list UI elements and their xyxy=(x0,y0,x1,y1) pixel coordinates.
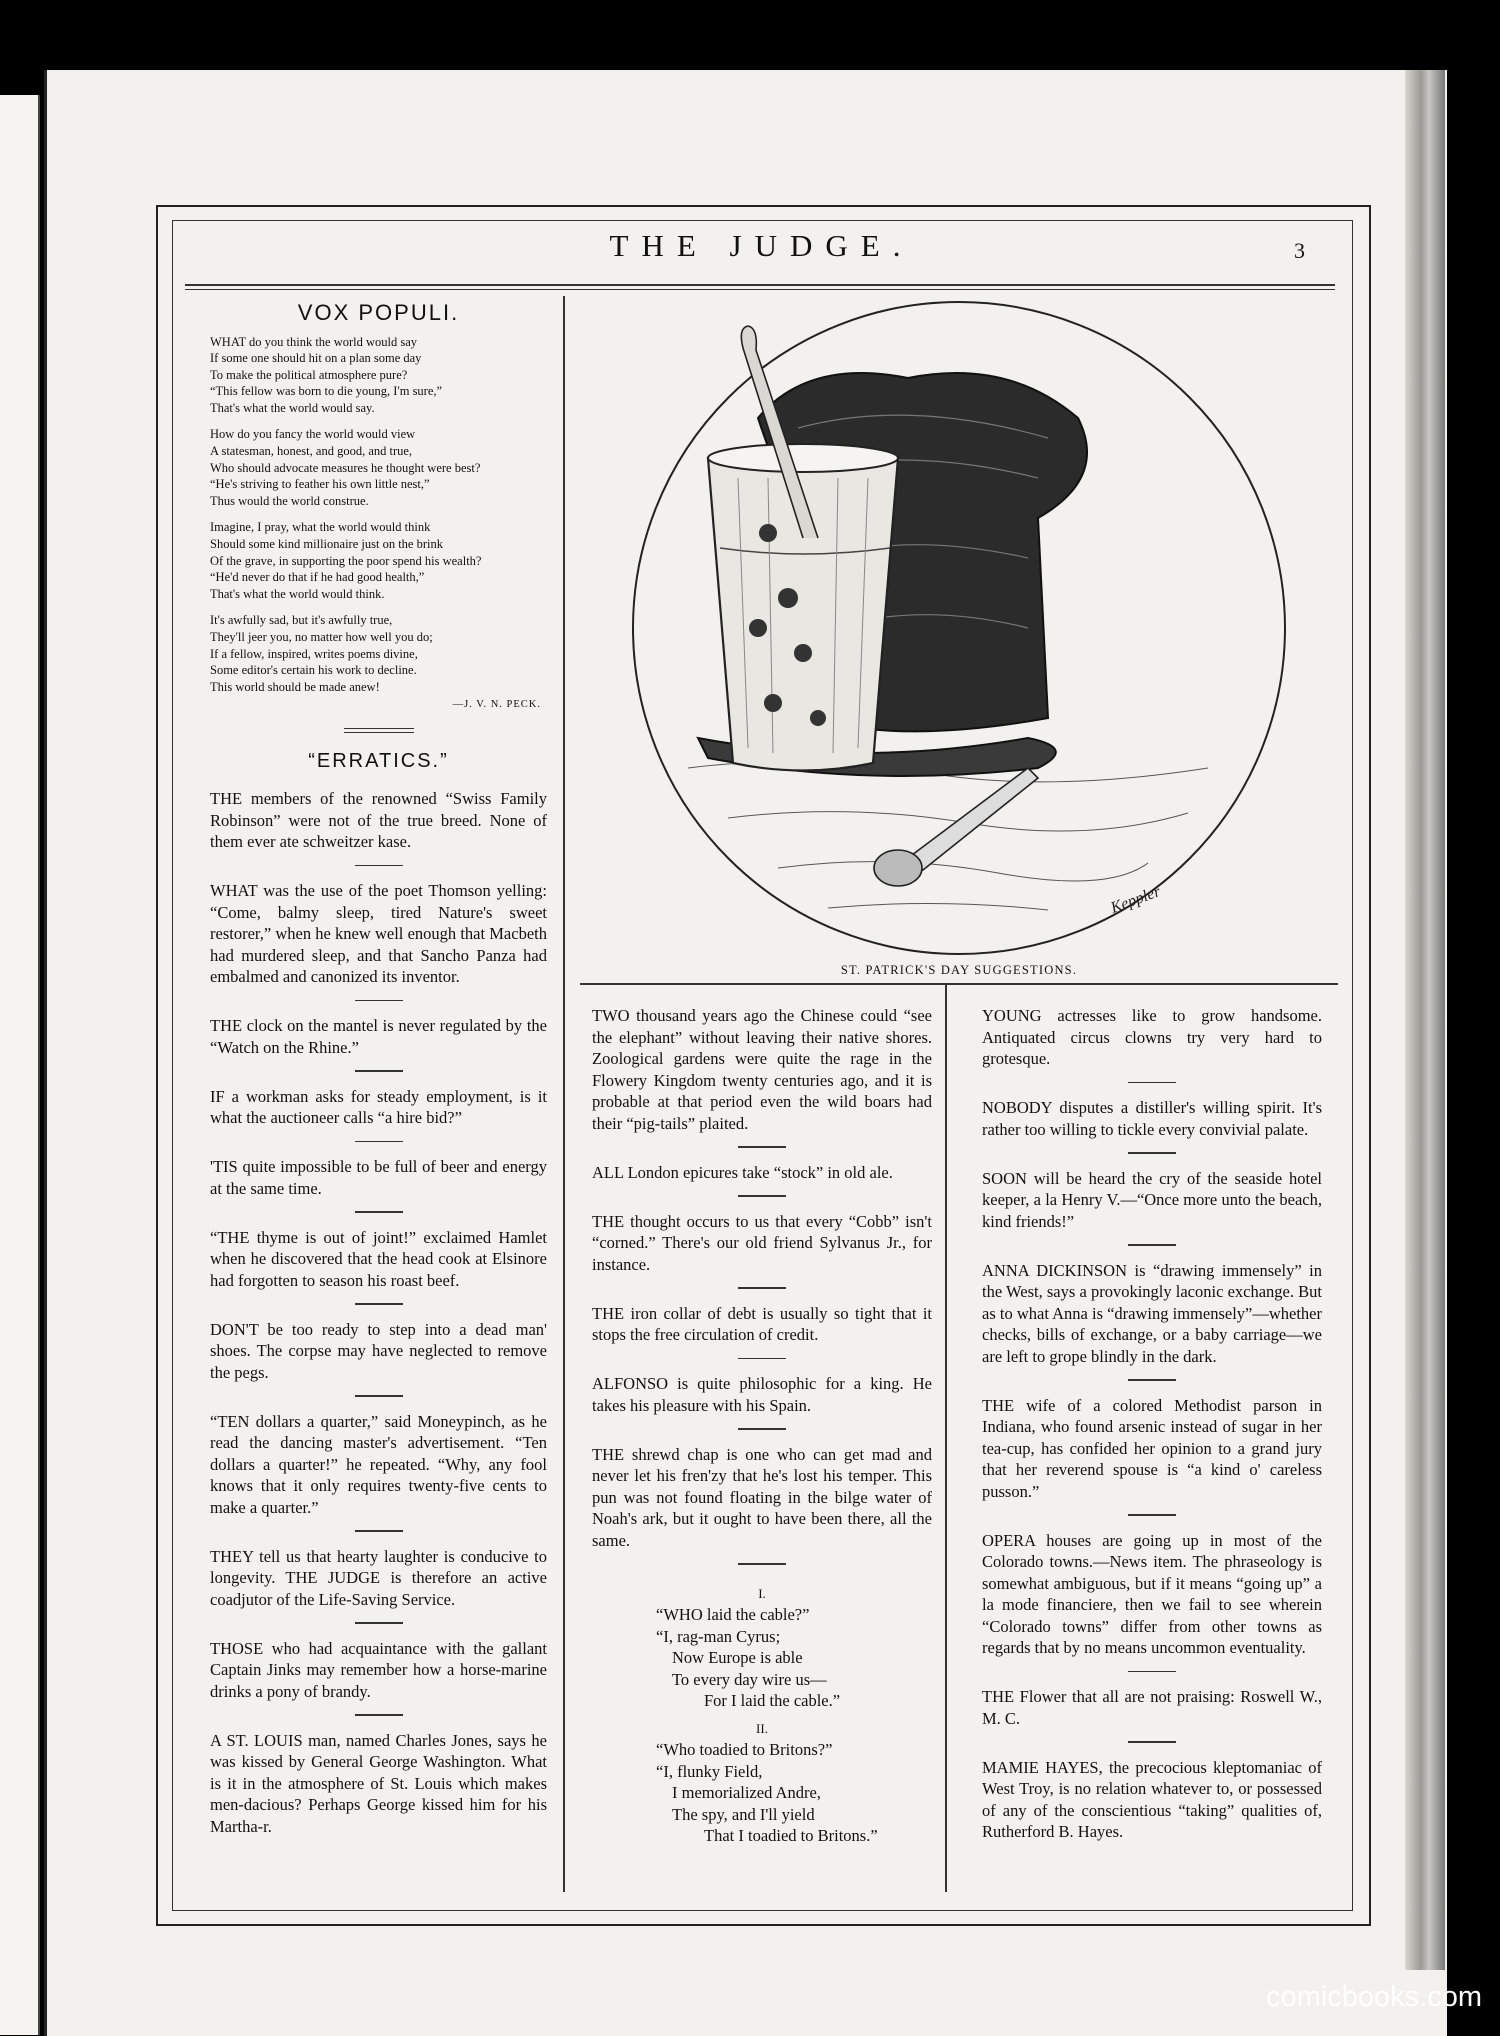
item-separator xyxy=(1128,1152,1176,1154)
erratics-item: IF a workman asks for steady employment, is it what the auctioneer calls “a hire bid?” xyxy=(210,1086,547,1128)
item-separator xyxy=(738,1358,786,1360)
erratics-item: 'TIS quite impossible to be full of beer and energy at the same time. xyxy=(210,1157,547,1198)
item-separator xyxy=(1128,1671,1176,1673)
poem-line: That's what the world would think. xyxy=(210,586,385,601)
verse-line: The spy, and I'll yield xyxy=(672,1804,815,1824)
erratics-item: THOSE who had acquaintance with the gallant Captain Jinks may remember how a horse-marine drinks a pony of brandy. xyxy=(210,1638,547,1701)
item-separator xyxy=(355,1714,403,1716)
right-item: YOUNG actresses like to grow handsome. Antiquated circus clowns try very hard to grotesque. xyxy=(982,1006,1322,1068)
poem-line: WHAT do you think the world would say xyxy=(210,334,418,349)
middle-item: THE shrewd chap is one who can get mad and never let his fren'zy that he's lost his temper. This pun was not found floating in the bilge water of Noah's ark, but it ought to have been there, all the same. xyxy=(592,1444,932,1550)
erratics-item: WHAT was the use of the poet Thomson yelling: “Come, balmy sleep, tired Nature's sweet restorer,” when he knew well enough that Macbeth had murdered sleep, and that Sancho Panza had embalmed and canonized its inventor. xyxy=(210,881,547,987)
illustration-st-patricks xyxy=(608,298,1310,958)
section-separator xyxy=(344,728,414,733)
poem-line: Thus would the world construe. xyxy=(210,493,369,508)
verse-line: For I laid the cable.” xyxy=(704,1691,841,1710)
erratics-title: “ERRATICS.” xyxy=(308,749,449,772)
verse-line: “I, rag-man Cyrus; xyxy=(656,1626,781,1646)
poem-line: A statesman, honest, and good, and true, xyxy=(210,444,413,459)
item-separator xyxy=(1128,1082,1176,1084)
right-item: THE wife of a colored Methodist parson in Indiana, who found arsenic instead of sugar in her tea-cup, has confided her opinion to a grand jury that her reverend spouse is “a kind o' careless pusson.” xyxy=(982,1395,1322,1501)
verse-line: Now Europe is able xyxy=(672,1648,803,1667)
verse-line: That I toadied to Britons.” xyxy=(704,1826,878,1845)
verse-two xyxy=(592,1718,932,1847)
verse-numeral: II. xyxy=(756,1720,768,1736)
poem-line: Some editor's certain his work to decline. xyxy=(210,663,417,678)
illustration-caption: ST. PATRICK'S DAY SUGGESTIONS. xyxy=(840,963,1078,977)
item-separator xyxy=(355,1530,403,1532)
right-item: SOON will be heard the cry of the seaside hotel keeper, a la Henry V.—“Once more unto the beach, kind friends!” xyxy=(982,1168,1322,1231)
page-edge-shadow xyxy=(1405,70,1445,1970)
poem-stanza xyxy=(210,426,547,509)
item-separator xyxy=(355,1070,403,1072)
erratics-item: A ST. LOUIS man, named Charles Jones, says he was kissed by General George Washington. What is it in the atmosphere of St. Louis which makes men-dacious? Perhaps George kissed him for his Martha-r. xyxy=(210,1730,547,1836)
right-item: ANNA DICKINSON is “drawing immensely” in the West, says a provokingly laconic exchange. But as to what Anna is “drawing immensely”—whether checks, bills of exchange, or a baby carriage—we are left to grope blindly in the dark. xyxy=(982,1260,1322,1366)
poem-line: To make the political atmosphere pure? xyxy=(210,367,408,382)
verse-line: I memorialized Andre, xyxy=(672,1783,821,1802)
poem-line: This world should be made anew! xyxy=(210,679,380,694)
verse-one xyxy=(592,1583,932,1712)
poem-line: How do you fancy the world would view xyxy=(210,427,416,442)
poem-line: If some one should hit on a plan some day xyxy=(210,351,422,366)
item-separator xyxy=(355,1303,403,1305)
poem-line: “He's striving to feather his own little nest,” xyxy=(210,477,430,492)
item-separator xyxy=(738,1428,786,1430)
verse-line: “I, flunky Field, xyxy=(656,1761,763,1781)
masthead-rule xyxy=(185,284,1335,286)
middle-item: TWO thousand years ago the Chinese could “see the elephant” without leaving their native shores. Zoological gardens were quite the rage in the Flowery Kingdom twenty centuries ago, and it is probable at that period even the wild boars had their “pig-tails” plaited. xyxy=(592,1006,932,1133)
vox-populi-poem xyxy=(210,334,547,714)
vox-populi-title: VOX POPULI. xyxy=(297,300,460,325)
erratics-item: THEY tell us that hearty laughter is conducive to longevity. THE JUDGE is therefore an active coadjutor of the Life-Saving Service. xyxy=(210,1546,547,1609)
right-item: NOBODY disputes a distiller's willing spirit. It's rather too willing to tickle every convivial palate. xyxy=(982,1098,1322,1139)
item-separator xyxy=(1128,1741,1176,1743)
middle-item: ALFONSO is quite philosophic for a king. He takes his pleasure with his Spain. xyxy=(592,1374,932,1415)
item-separator xyxy=(355,1211,403,1213)
right-item: THE Flower that all are not praising: Roswell W., M. C. xyxy=(982,1687,1322,1728)
erratics-item: DON'T be too ready to step into a dead man' shoes. The corpse may have neglected to remove the pegs. xyxy=(210,1319,547,1382)
poem-line: Who should advocate measures he thought were best? xyxy=(210,460,481,475)
verse-line: “WHO laid the cable?” xyxy=(656,1605,810,1624)
poem-line: “He'd never do that if he had good health,” xyxy=(210,570,425,585)
column-rule-left xyxy=(563,296,565,1892)
left-page-edge xyxy=(0,95,40,2035)
masthead-rule-2 xyxy=(185,289,1335,290)
erratics-item: “THE thyme is out of joint!” exclaimed Hamlet when he discovered that the head cook at Elsinore had forgotten to season his roast beef. xyxy=(210,1227,547,1290)
poem-line: If a fellow, inspired, writes poems divine, xyxy=(210,646,418,661)
verse-line: “Who toadied to Britons?” xyxy=(656,1740,833,1759)
masthead-title: THE JUDGE. xyxy=(609,228,914,263)
right-item: MAMIE HAYES, the precocious kleptomaniac of West Troy, is no relation whatever to, or possessed of any of the conscientious “taking” qualities of, Rutherford B. Hayes. xyxy=(982,1757,1322,1841)
poem-line: Imagine, I pray, what the world would think xyxy=(210,520,431,535)
item-separator xyxy=(355,865,403,867)
artist-signature: Keppler xyxy=(1108,883,1163,917)
poem-line: They'll jeer you, no matter how well you do; xyxy=(210,630,433,644)
erratics-item: THE clock on the mantel is never regulated by the “Watch on the Rhine.” xyxy=(210,1016,547,1057)
poem-stanza xyxy=(210,519,547,602)
right-item: OPERA houses are going up in most of the Colorado towns.—News item. The phraseology is somewhat ambiguous, but if it means “going up” a la mode financiere, then we fail to see wherein “Colorado towns” differ from other towns as regards that by no means uncommon eventuality. xyxy=(982,1530,1322,1657)
poem-stanza xyxy=(210,334,547,417)
item-separator xyxy=(355,1141,403,1143)
middle-item: ALL London epicures take “stock” in old ale. xyxy=(592,1162,893,1182)
item-separator xyxy=(355,1622,403,1624)
item-separator xyxy=(738,1146,786,1148)
item-separator xyxy=(738,1563,786,1565)
item-separator xyxy=(355,1000,403,1002)
poem-author: —J. V. N. PECK. xyxy=(452,699,541,711)
item-separator xyxy=(1128,1379,1176,1381)
middle-item: THE thought occurs to us that every “Cobb” isn't “corned.” There's our old friend Sylvanus Jr., for instance. xyxy=(592,1211,932,1274)
item-separator xyxy=(1128,1514,1176,1516)
item-separator xyxy=(738,1195,786,1197)
middle-column xyxy=(592,1005,932,1847)
poem-line: That's what the world would say. xyxy=(210,400,375,415)
poem-stanza xyxy=(210,612,547,695)
verse-numeral: I. xyxy=(758,1585,766,1601)
erratics-item: THE members of the renowned “Swiss Family Robinson” were not of the true breed. None of them ever ate schweitzer kase. xyxy=(210,789,547,852)
poem-line: Should some kind millionaire just on the brink xyxy=(210,537,443,552)
right-column xyxy=(982,1005,1322,1843)
item-separator xyxy=(1128,1244,1176,1246)
poem-line: It's awfully sad, but it's awfully true, xyxy=(210,613,393,628)
poem-line: Of the grave, in supporting the poor spend his wealth? xyxy=(210,553,482,568)
verse-line: To every day wire us— xyxy=(672,1669,827,1689)
poem-line: “This fellow was born to die young, I'm sure,” xyxy=(210,384,443,399)
item-separator xyxy=(738,1287,786,1289)
page-number: 3 xyxy=(1294,238,1305,263)
item-separator xyxy=(355,1395,403,1397)
middle-item: THE iron collar of debt is usually so tight that it stops the free circulation of credit. xyxy=(592,1303,932,1344)
left-column xyxy=(210,302,547,1837)
caption-rule xyxy=(580,983,1338,985)
site-watermark: comicbooks.com xyxy=(1266,1981,1482,2013)
column-rule-right xyxy=(945,983,947,1892)
erratics-item: “TEN dollars a quarter,” said Moneypinch, as he read the dancing master's advertisement. “Ten dollars a quarter!” he repeated. “Why, any fool knows that it only requires twenty-five cents to make a quarter.” xyxy=(210,1411,547,1517)
